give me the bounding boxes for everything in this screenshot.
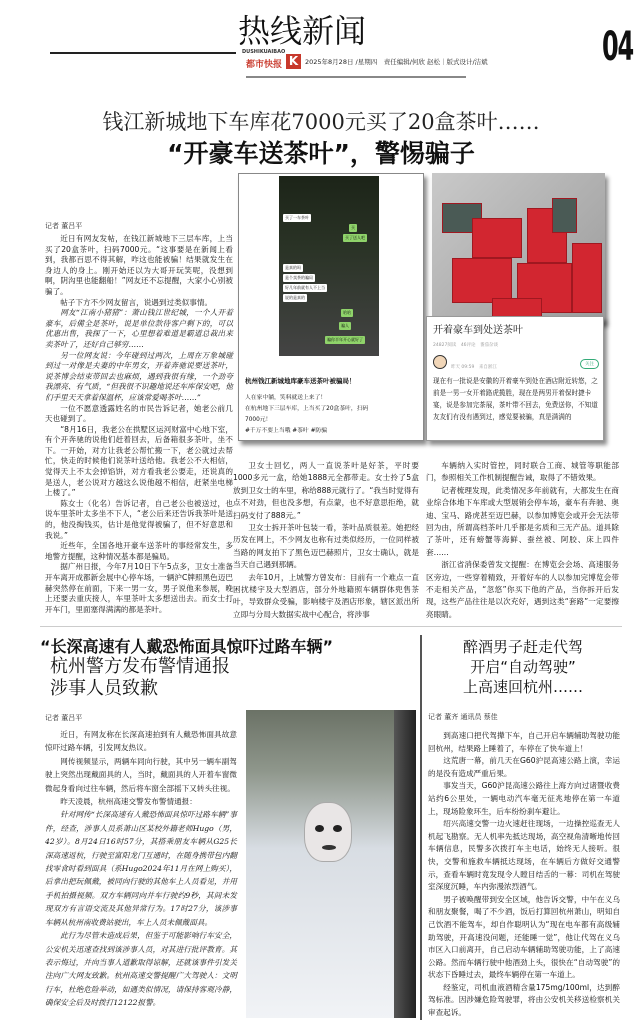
story3-byline: 记者 董齐 通讯员 蔡佳: [428, 713, 498, 721]
story1-column-2: [233, 460, 419, 620]
paragraph: 近日，有网友称在长深高速拍到有人戴恐怖面具故意惊吓过路车辆，引发网友热议。: [45, 730, 237, 753]
paragraph: 经鉴定，司机血液酒精含量175mg/100ml，达到醉驾标准。因涉嫌危险驾驶罪，将由公安机关移送检察机关审查起诉。: [428, 982, 620, 1018]
paragraph: 另一位网友说：今年碰到过两次，上周在万象城碰到过一对像是夫妻的中年男女，开着奔驰说要送茶叶，说茶博会结束带回去也麻烦，遇到我很有缘，一个劲夸我漂亮、有气质，“但我很不识趣地说还车库保安吧，他们手里天天拿着保温杯，应该常爱喝茶叶……”: [45, 350, 233, 402]
follow-button: 关注: [580, 359, 599, 369]
story1-column-1: [45, 234, 233, 620]
paragraph: 针对网传“长深高速有人戴恐怖面具惊吓过路车辆”事件，经查，涉事人员系萧山区某校外籍老师Hugo（男，42岁）。8月24日16时57分，其搭乘朋友车辆从G25长深高速返杭，行驶至富阳龙门互通时，在随身携带包内翻找零食时看到面具（系Hugo2024年11月在网上购买），后拿出把玩佩戴，被同向行驶的其他车上人员看见，并用手机拍摄视频。双方车辆同向并车行驶约9秒，其间未发现双方有言语交流及其他异常行为。17时27分，该涉事车辆从杭州南收费站驶出，车上人员未佩戴面具。: [45, 810, 237, 927]
paragraph: 据广州日报，今年7月10日下午5点多，卫女士准备开车离开成都新会展中心停车场，一辆沪C牌照黑色迈巴赫突然停在前面，下来一男一女，男子说他来参展，晚上还要去重庆接人，车里茶叶太多想送出去。而女士打开车门，里面塞得满满的都是茶叶。: [45, 562, 233, 614]
paragraph: 绍兴高速交警一边火速赶往现场，一边操控巡查无人机起飞勘察。无人机率先抵达现场，高空视角清晰地传回车辆信息，民警多次拨打车主电话，始终无人接听。很快，交警和施救车辆抵达现场，在车辆后方做好交通警示，查看车辆时竟发现令人瞠目结舌的一幕：司机在驾驶室深度沉睡，车内弥漫浓烈酒气。: [428, 819, 620, 892]
story2-subhead-line-1: 杭州警方发布警情通报: [50, 656, 230, 677]
story3-headline-line-3: 上高速回杭州……: [462, 678, 583, 696]
story3-headline-line-2: 开启“自动驾驶”: [470, 658, 576, 676]
logo-chinese: 都市快报: [246, 60, 283, 70]
section-title: 热线新闻: [238, 12, 367, 50]
story2-subhead-line-2: 涉事人员致歉: [50, 678, 158, 699]
paragraph: 帖子下方不少网友留言，说遇到过类似事情。: [60, 297, 213, 307]
post-meta: 24827阅读 46评论 番茄杂谈: [433, 343, 499, 348]
post-time: 昨天 09:59 来自浙江: [451, 365, 497, 370]
chat-bubble: 哈哈: [343, 310, 351, 315]
phone-post-line: 7000元！: [245, 417, 272, 423]
paragraph: 卫女士拆开茶叶包装一看，茶叶品质很差。她把经历发在网上，不少网友也称有过类似经历，一位同样被当路的网友拍下了黑色迈巴赫照片，卫女士确认，就是当天自己遇到那辆。: [233, 523, 419, 570]
logo-english: DUSHIKUAIBAO: [242, 49, 286, 55]
post-body: 现在有一批说是安徽的开着豪车到处在酒店附近转悠，之前是一男一女开着路虎揽胜，现在是两男开着保时捷卡宴，说是参加完茶展，茶叶带不回去，免费送你，不知道友友们有没有遇到过，感觉要被骗，真是满满的: [433, 377, 598, 421]
phone-post-line: #千万不要上当哦 #茶叶 #防骗: [245, 428, 328, 434]
page-number: 04: [602, 24, 634, 70]
story2-byline: 记者 董吕平: [45, 714, 83, 722]
paragraph: 卫女士回忆，两人一直说茶叶是好茶，平时要1000多元一盒，给她1888元全都带走。女士拎了5盒放到卫女士的车里，称给888元就行了。“我当时觉得有点不对劲，但也没多想，有点蒙，也不好意思拒绝，就扫码支付了888元。”: [233, 461, 419, 520]
chat-bubble: 是个卖茶的骗局: [285, 275, 313, 280]
social-post-screenshot: [426, 316, 604, 441]
story3-headline: [428, 637, 618, 697]
paragraph: 网传视频显示，两辆车同向行驶，其中另一辆车副驾驶上突然出现戴面具的人，当时，戴面具的人开着车窗微微起身看向过往车辆，然后将车窗全部摇下又转头往视。: [45, 756, 237, 793]
paragraph: 事发当天，G60沪昆高速公路往上海方向过诸暨收费站约6公里处，一辆电动汽车毫无征兆地停在第一车道上，现场险象环生，后车纷纷刹车避让。: [428, 781, 620, 816]
paragraph: 一位不愿意透露姓名的市民告诉记者，她老公前几天也碰到了。: [45, 403, 233, 424]
paragraph: 男子被唤醒带到安全区域，他告诉交警，中午在义乌和朋友聚餐，喝了不少酒，饭后打算回杭州萧山，明知自己饮酒不能驾车，却自作聪明认为“现在电车都有高级辅助驾驶，开高速没问题，还能睡一觉”，他让代驾在义乌市区入口前离开，自己启动车辆辅助驾驶功能，上了高速公路。然而车辆行驶中他酒劲上头，很快在“自动驾驶”的状态下昏睡过去，最终车辆停在第一车道上。: [428, 894, 620, 980]
paragraph: 到高速口把代驾撵下车，自己开启车辆辅助驾驶功能回杭州，结果路上睡着了，车停在了快车道上！: [428, 731, 620, 753]
paragraph: 浙江省消保委曾发文提醒：在博览会会场、高速服务区旁边，一些穿着精致，开着好车的人以参加完博览会带不走相关产品，“忽悠”你买下他的产品，当你拆开后发现，这些产品往往是以次充好，遇到这类“套路”一定要擦亮眼睛。: [426, 560, 619, 619]
phone-post-line: 人在家中躺，笑料就送上来了！: [245, 395, 327, 401]
paragraph: 近些年，全国各地开豪车送茶叶的事经常发生，多地警方提醒，这种情况基本都是骗局。: [45, 541, 233, 561]
story1-kicker: 钱江新城地下车库花7000元买了20盒茶叶……: [102, 110, 540, 134]
paragraph: 这荒唐一幕，前几天在G60沪昆高速公路上演，幸运的是没有造成严重后果。: [428, 756, 620, 778]
mask-figure: [304, 802, 352, 862]
story1-column-3: [426, 460, 619, 620]
dateline: 2025年8月28日 /星期四 责任编辑/何欣 赵松｜版式设计/洁斌: [305, 58, 488, 66]
story3-headline-line-1: 醉酒男子赶走代驾: [462, 638, 583, 656]
dateline-rule: [246, 76, 466, 78]
paragraph: 网友“江南小猪猪”：萧山钱江世纪城，一个人开着豪车，后備全是茶叶，说是单位款待客户剩下的，可以优惠出售，我探了一下，心里想着难道是霸道总裁出来卖茶叶了，还好自己够穷……: [45, 308, 233, 349]
chat-bubble: 买了一车茶叶: [285, 215, 309, 220]
phone-post-line: 在杭州地下三层车库，上当买了20盒茶叶，扫码: [245, 406, 369, 412]
story2-subhead: [50, 656, 230, 700]
phone-screenshot-image: [238, 173, 424, 441]
tea-boxes-photo: [432, 173, 605, 323]
chat-bubble: 骗你半年开心就好了: [327, 337, 363, 342]
paragraph: 去年10月，上城警方曾发布：目前有一个难点一直困扰楼宇及大型酒店，部分外地籍照车辆群体兜售茶叶，导致群众受骗，影响楼宇及酒店形象，辖区派出所立即与分局大数据实战中心配合，将涉事: [233, 572, 419, 619]
masthead-rule: [50, 52, 236, 54]
paragraph: “8月16日，我老公在拱墅区运河财富中心地下室，有个开奔驰的说他们赶着回去，后备箱很多茶叶，坐不下。一开始，对方让我老公帮忙搬一下，老公就过去帮忙，快走的时候他们说茶叶送给他。我老公不大相信，觉得天上不太会掉馅饼，对方看我老公要走，还说真的是送人，老公说对方越这么说他越不相信，赶紧坐电梯上楼了。”: [45, 424, 233, 498]
paragraph: 记者梳理发现，此类情况多年前就有，大都发生在商业综合体地下车库或大型展销会停车场，豪车有奔驰、奥迪、宝马、路虎甚至迈巴赫，以参加博览会或开会无法带回为由，所谓高档茶叶几乎都是劣质和三无产品。道具除了茶叶，还有螃蟹等海鲜、蚕丝被、阿胶、床上四件套……: [426, 485, 619, 557]
chat-bubble: 好几年前就有人不上当: [285, 285, 325, 290]
story2-body: [45, 728, 237, 1020]
paragraph: 陈女士（化名）告诉记者，自己老公也被送过，也说车里茶叶太多坐不下人，“老公后来还告诉我茶叶是送的，他没掏钱买，估计是他觉得被骗了，但不好意思和我说。”: [45, 498, 233, 540]
section-divider: [40, 626, 622, 627]
avatar: [433, 355, 447, 369]
story1-byline: 记者 董吕平: [45, 222, 83, 230]
chat-bubble: 是真的吗: [285, 265, 301, 270]
paragraph: 近日有网友发帖，在钱江新城地下三层车库，上当买了20盒茶叶，扫码7000元。“这事要是在新闻上看到，我都百思不得其解，咋这也能被骗！结果就发生在身边人的身上。刚开始还以为大哥开玩笑呢，没想到啊，阴沟里也能翻船！”网友还不忘提醒，大家小心别被骗了。: [45, 234, 233, 296]
chat-bubble: 买: [351, 225, 355, 230]
chat-bubble: 骗人: [341, 323, 349, 328]
logo-k-icon: K: [286, 54, 301, 69]
story1-headline: “开豪车送茶叶”，警惕骗子: [167, 139, 475, 168]
chat-bubble: 买了送人吧: [345, 235, 365, 240]
paragraph: 车辆纳入实时管控，同时联合工商、城管等职能部门，参照相关工作机制提醒告诫，取得了不错效果。: [426, 461, 619, 483]
post-title: 开着豪车到处送茶叶: [433, 325, 523, 336]
paragraph: 昨天凌晨，杭州高速交警发布警情通报：: [60, 797, 197, 807]
column-rule: [420, 635, 422, 1020]
paragraph: 此行为尽管未造成后果，但鉴于可能影响行车安全，公安机关迅速查找到该涉事人员，对其进行批评教育。其表示悔过，并向当事人道歉取得谅解，还就该事件引发关注向广大网友致歉。杭州高速交警提醒广大驾驶人：文明行车，杜绝危险举动，如遇类似情况，请保持客观冷静，确保安全后及时拨打12122报警。: [45, 931, 237, 1008]
story2-headline: “长深高速有人戴恐怖面具惊吓过路车辆”: [40, 637, 334, 656]
masked-passenger-photo: [246, 710, 416, 1018]
chat-bubble: 说的是真的: [285, 295, 305, 300]
story3-body: [428, 730, 620, 1020]
phone-post-title: 杭州钱江新城地库豪车送茶叶被骗局！: [245, 377, 356, 385]
